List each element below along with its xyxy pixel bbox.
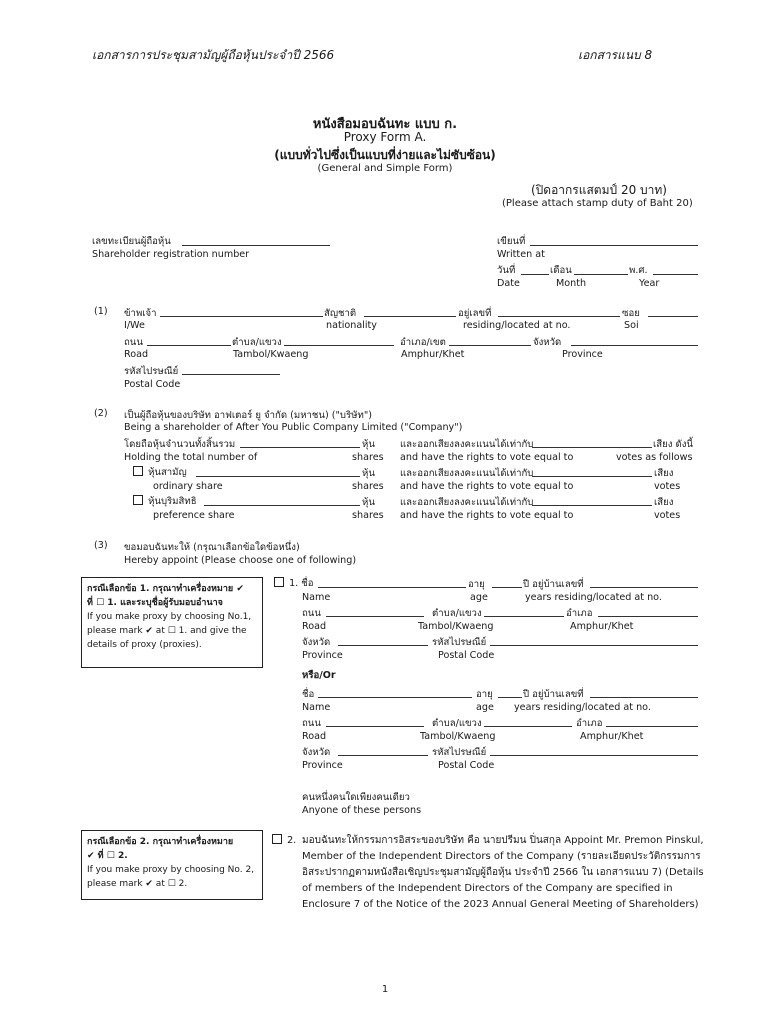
s1-nationality-field[interactable] (364, 316, 456, 317)
written-at-english: Written at (497, 249, 545, 260)
option2-checkbox[interactable] (272, 834, 282, 844)
year-label-thai: พ.ศ. (629, 265, 648, 276)
proxy2-road-field[interactable] (326, 726, 424, 727)
s1-soi-en: Soi (624, 320, 639, 331)
note2-thai-line2: ✔ ที่ ☐ 2. (87, 851, 128, 861)
header-doc-title: เอกสารการประชุมสามัญผู้ถือหุ้นประจำปี 2566 (92, 48, 335, 62)
opt1-prov-thai: จังหวัด (302, 637, 331, 648)
opt1b-road-thai: ถนน (302, 718, 321, 729)
opt1b-postal-thai: รหัสไปรษณีย์ (432, 747, 487, 758)
section2-number: (2) (94, 408, 108, 419)
opt1b-postal-en: Postal Code (438, 760, 495, 771)
s2-line1-thai: เป็นผู้ถือหุ้นของบริษัท อาฟเตอร์ ยู จำกัด (มหาชน) ("บริษัท") (124, 410, 372, 421)
opt1b-amphur-en: Amphur/Khet (580, 731, 644, 742)
instruction-box-option1 (81, 577, 263, 668)
proxy2-province-field[interactable] (338, 755, 428, 756)
s2-pref-vote-thai: และออกเสียงลงคะแนนได้เท่ากับ (400, 497, 534, 508)
s2-ord-siang: เสียง (654, 468, 674, 479)
opt1-age-thai: อายุ (468, 579, 485, 590)
s2-siang-total: เสียง ดังนี้ (653, 439, 693, 450)
s1-amphur-field[interactable] (449, 345, 531, 346)
s1-nat-thai: สัญชาติ (324, 308, 357, 319)
s2-total-shares-en: shares (352, 452, 384, 463)
opt1b-yrs-thai: ปี อยู่บ้านเลขที่ (523, 689, 584, 700)
proxy2-age-field[interactable] (498, 697, 522, 698)
opt2-text: มอบฉันทะให้กรรมการอิสระของบริษัท คือ นายปรีมน ปิ่นสกุล Appoint Mr. Premon Pinskul, Member of the Independent Directors of the Company (รายละเอียดประวัติกรรมการอิสระปรากฏตามหนังสือเชิญประชุมสามัญผู้ถือหุ้น ประจำปี 2566 ใน เอกสารแนบ 7) (Details of members of the Independent Directors of the Company are specified in Enclosure 7 of the Notice of the 2023 Annual General Meeting of Shareholders) (302, 835, 704, 910)
proxy1-road-field[interactable] (326, 616, 424, 617)
opt1b-name-thai: ชื่อ (302, 689, 315, 700)
s1-postal-en: Postal Code (124, 379, 181, 390)
title-thai: หนังสือมอบฉันทะ แบบ ก. (312, 117, 458, 132)
opt1-yrs-thai: ปี อยู่บ้านเลขที่ (523, 579, 584, 590)
s3-english: Hereby appoint (Please choose one of following) (124, 555, 357, 566)
proxy2-address-field[interactable] (590, 697, 698, 698)
page-number: 1 (381, 984, 389, 995)
opt1-road-thai: ถนน (302, 608, 321, 619)
s2-total-votes-field[interactable] (532, 447, 652, 448)
proxy1-age-field[interactable] (492, 587, 522, 588)
note1-thai-line2: ที่ ☐ 1. และระบุชื่อผู้รับมอบอำนาจ (87, 598, 223, 608)
opt1-yrs-en: years residing/located at no. (525, 592, 662, 603)
s1-i-en: I/We (124, 320, 145, 331)
opt1b-tambol-en: Tambol/Kwaeng (420, 731, 496, 742)
s2-line1-en: Being a shareholder of After You Public Company Limited ("Company") (124, 422, 463, 433)
date-label-en: Date (497, 278, 520, 289)
opt1-row (274, 576, 314, 591)
opt1b-yrs-en: years residing/located at no. (514, 702, 651, 713)
s2-ord-vote-en: and have the rights to vote equal to (400, 481, 574, 492)
s2-ord-shares-en: shares (352, 481, 384, 492)
opt1b-amphur-thai: อำเภอ (576, 718, 603, 729)
s2-pref-votes-en: votes (654, 510, 681, 521)
s2-ordinary-votes-field[interactable] (532, 476, 652, 477)
date-label-thai: วันที่ (497, 265, 516, 276)
s2-preference-row (133, 494, 197, 509)
proxy1-tambol-field[interactable] (484, 616, 564, 617)
s2-pref-en: preference share (153, 510, 235, 521)
s1-i-thai: ข้าพเจ้า (124, 308, 157, 319)
opt1-anyone-thai: คนหนึ่งคนใดเพียงคนเดียว (302, 792, 410, 803)
stamp-thai: (ปิดอากรแสตมป์ 20 บาท) (531, 183, 667, 197)
preference-checkbox[interactable] (133, 495, 143, 505)
written-at-field[interactable] (530, 245, 698, 246)
proxy2-amphur-field[interactable] (606, 726, 698, 727)
title-english: Proxy Form A. (343, 130, 427, 144)
reg-label-english: Shareholder registration number (92, 249, 250, 260)
s1-tambol-thai: ตำบล/แขวง (232, 337, 282, 348)
opt1-name-thai: ชื่อ (301, 578, 314, 589)
s1-road-thai: ถนน (124, 337, 143, 348)
opt1-number: 1. (289, 578, 299, 589)
proxy1-address-field[interactable] (590, 587, 698, 588)
note2-english: If you make proxy by choosing No. 2, please mark ✔ at ☐ 2. (87, 865, 255, 889)
opt1b-road-en: Road (302, 731, 327, 742)
s1-nat-en: nationality (326, 320, 377, 331)
s1-prov-en: Province (562, 349, 603, 360)
reg-label-thai: เลขทะเบียนผู้ถือหุ้น (92, 236, 171, 247)
ordinary-checkbox[interactable] (133, 466, 143, 476)
year-field[interactable] (653, 274, 698, 275)
instruction-box-option2 (81, 830, 263, 900)
s1-soi-thai: ซอย (622, 308, 640, 319)
opt1-age-en: age (470, 592, 488, 603)
section3-number: (3) (94, 540, 108, 551)
s2-total-en: Holding the total number of (124, 452, 258, 463)
written-at-thai: เขียนที่ (497, 236, 526, 247)
s1-tambol-en: Tambol/Kwaeng (233, 349, 309, 360)
opt1-prov-en: Province (302, 650, 343, 661)
s1-address-field[interactable] (498, 316, 620, 317)
opt1b-tambol-thai: ตำบล/แขวง (432, 718, 482, 729)
s2-total-shares-field[interactable] (240, 447, 360, 448)
s1-province-field[interactable] (571, 345, 698, 346)
s2-ord-hun: หุ้น (362, 468, 375, 479)
s2-ord-thai: หุ้นสามัญ (148, 467, 187, 478)
month-field[interactable] (574, 274, 628, 275)
year-label-en: Year (639, 278, 660, 289)
s1-postal-thai: รหัสไปรษณีย์ (124, 366, 179, 377)
s2-ord-votes-en: votes (654, 481, 681, 492)
opt1b-age-en: age (476, 702, 494, 713)
opt1-anyone-en: Anyone of these persons (302, 805, 422, 816)
s2-pref-thai: หุ้นบุริมสิทธิ (148, 496, 197, 507)
opt1-postal-thai: รหัสไปรษณีย์ (432, 637, 487, 648)
title-english-sub: (General and Simple Form) (317, 163, 453, 174)
opt1-amphur-thai: อำเภอ (566, 608, 593, 619)
opt1-name-en: Name (302, 592, 331, 603)
s2-ord-vote-thai: และออกเสียงลงคะแนนได้เท่ากับ (400, 468, 534, 479)
s2-total-vote-en: and have the rights to vote equal to (400, 452, 574, 463)
proxy1-postal-field[interactable] (490, 645, 698, 646)
opt1-or: หรือ/Or (302, 670, 336, 681)
s1-res-thai: อยู่เลขที่ (458, 308, 492, 319)
s3-thai: ขอมอบฉันทะให้ (กรุณาเลือกข้อใดข้อหนึ่ง) (124, 542, 300, 553)
month-label-thai: เดือน (550, 265, 572, 276)
s2-ordinary-row (133, 465, 187, 480)
proxy2-tambol-field[interactable] (484, 726, 572, 727)
opt1b-name-en: Name (302, 702, 331, 713)
s1-res-en: residing/located at no. (463, 320, 571, 331)
s2-ordinary-shares-field[interactable] (196, 476, 360, 477)
opt1-postal-en: Postal Code (438, 650, 495, 661)
s2-votes-total-en: votes as follows (616, 452, 693, 463)
note2-thai-line1: กรณีเลือกข้อ 2. กรุณาทำเครื่องหมาย (87, 837, 234, 847)
s2-ord-en: ordinary share (153, 481, 223, 492)
proxy2-name-field[interactable] (318, 697, 472, 698)
s2-pref-vote-en: and have the rights to vote equal to (400, 510, 574, 521)
opt1b-prov-en: Province (302, 760, 343, 771)
proxy1-name-field[interactable] (318, 587, 466, 588)
s2-pref-hun: หุ้น (362, 497, 375, 508)
section1-number: (1) (94, 306, 108, 317)
s1-road-field[interactable] (147, 345, 231, 346)
s2-total-thai: โดยถือหุ้นจำนวนทั้งสิ้นรวม (124, 439, 236, 450)
s1-road-en: Road (124, 349, 149, 360)
month-label-en: Month (556, 278, 587, 289)
opt2-number: 2. (287, 835, 297, 846)
opt1-amphur-en: Amphur/Khet (570, 621, 634, 632)
proxy2-postal-field[interactable] (490, 755, 698, 756)
s2-total-vote-thai: และออกเสียงลงคะแนนได้เท่ากับ (400, 439, 534, 450)
opt1-road-en: Road (302, 621, 327, 632)
s2-preference-shares-field[interactable] (204, 505, 360, 506)
s1-amphur-en: Amphur/Khet (401, 349, 465, 360)
s2-preference-votes-field[interactable] (532, 505, 652, 506)
s1-tambol-field[interactable] (284, 345, 394, 346)
date-field[interactable] (521, 274, 549, 275)
proxy1-amphur-field[interactable] (598, 616, 698, 617)
note1-thai-line1: กรณีเลือกข้อ 1. กรุณาทำเครื่องหมาย ✔ (87, 584, 244, 594)
opt1b-prov-thai: จังหวัด (302, 747, 331, 758)
opt1-tambol-thai: ตำบล/แขวง (432, 608, 482, 619)
proxy1-province-field[interactable] (338, 645, 428, 646)
s1-prov-thai: จังหวัด (533, 337, 562, 348)
note1-english: If you make proxy by choosing No.1, please mark ✔ at ☐ 1. and give the details of proxy (proxies). (87, 612, 252, 650)
s1-postal-field[interactable] (182, 374, 280, 375)
s1-name-field[interactable] (160, 316, 323, 317)
stamp-english: (Please attach stamp duty of Baht 20) (502, 198, 693, 209)
opt1b-age-thai: อายุ (476, 689, 493, 700)
s2-pref-shares-en: shares (352, 510, 384, 521)
header-enclosure: เอกสารแนบ 8 (578, 48, 653, 62)
s2-pref-siang: เสียง (654, 497, 674, 508)
title-thai-sub: (แบบทั่วไปซึ่งเป็นแบบที่ง่ายและไม่ซับซ้อน) (274, 148, 496, 162)
opt2-checkbox-row (272, 834, 296, 846)
s1-amphur-thai: อำเภอ/เขต (400, 337, 446, 348)
s1-soi-field[interactable] (648, 316, 698, 317)
reg-number-field[interactable] (182, 245, 330, 246)
opt1-tambol-en: Tambol/Kwaeng (418, 621, 494, 632)
s2-total-hun: หุ้น (362, 439, 375, 450)
option1-checkbox[interactable] (274, 577, 284, 587)
